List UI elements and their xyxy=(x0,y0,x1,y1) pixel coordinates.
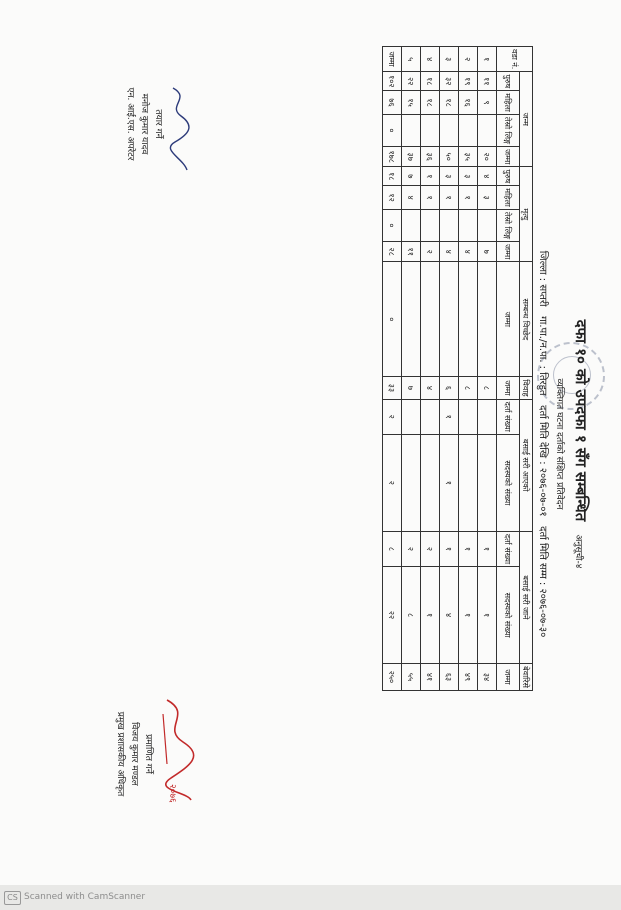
cell: १ xyxy=(459,186,478,210)
cell xyxy=(402,114,421,146)
cell xyxy=(402,434,421,531)
cell: ४ xyxy=(440,242,459,262)
signature-date: २०७६ xyxy=(167,784,177,803)
rotated-report xyxy=(33,24,593,864)
cell: ४ xyxy=(402,186,421,210)
cell: २ xyxy=(421,531,440,566)
cell: ० xyxy=(383,114,402,146)
document-subtitle: व्यक्तिगत घटना दर्ताको संक्षिप्त प्रतिवेदन xyxy=(554,378,564,510)
cell: ७ xyxy=(478,242,497,262)
col-marriage-total: जम्मा xyxy=(497,377,520,399)
cell: २८ xyxy=(383,242,402,262)
cell: ३२ xyxy=(440,72,459,91)
cell: ३ xyxy=(459,167,478,186)
cell: ४ xyxy=(440,567,459,664)
cell: २ xyxy=(402,531,421,566)
cell: जम्मा xyxy=(383,47,402,72)
cell: १ xyxy=(459,531,478,566)
handwritten-signature-red xyxy=(155,664,183,844)
cell: ३ xyxy=(440,47,459,72)
scanner-footer xyxy=(0,885,621,910)
district: जिल्ला : सप्तरी xyxy=(537,250,548,307)
cell xyxy=(478,114,497,146)
verifier-name: विजय कुमार मण्डल xyxy=(129,722,139,786)
cell: ३४ xyxy=(478,664,497,691)
table-row xyxy=(478,47,497,691)
col-death-female: महिला xyxy=(497,186,520,210)
cell: ३ xyxy=(478,186,497,210)
cell xyxy=(421,114,440,146)
cell: १ xyxy=(421,567,440,664)
signature-block-prepared xyxy=(123,44,193,204)
cell: १८ xyxy=(440,91,459,115)
cell: १ xyxy=(440,399,459,434)
camscanner-logo-icon: CS xyxy=(4,891,21,905)
cell: १८ xyxy=(421,72,440,91)
cell: ७ xyxy=(402,377,421,399)
col-death-total: जम्मा xyxy=(497,242,520,262)
cell: २ xyxy=(421,242,440,262)
vital-events-table xyxy=(382,46,533,691)
cell: ८ xyxy=(383,531,402,566)
cell: ११ xyxy=(402,242,421,262)
cell: १०२ xyxy=(383,72,402,91)
group-migration-in: बसाई सरी आएको xyxy=(520,399,533,531)
cell xyxy=(478,399,497,434)
cell: ३३ xyxy=(383,377,402,399)
cell: १ xyxy=(478,47,497,72)
preparer-role: तयार गर्ने xyxy=(153,109,163,139)
col-death-male: पुरुष xyxy=(497,167,520,186)
cell: ९ xyxy=(478,91,497,115)
col-ward: वडा नं. xyxy=(497,47,533,72)
cell: ८ xyxy=(478,377,497,399)
cell: ६ xyxy=(440,377,459,399)
col-birth-male: पुरुष xyxy=(497,72,520,91)
cell: ५० xyxy=(440,147,459,167)
cell xyxy=(459,399,478,434)
handwritten-signature xyxy=(165,44,193,204)
cell xyxy=(402,209,421,241)
cell: २० xyxy=(478,147,497,167)
date-from: दर्ता मिति देखि : २०७६-०७-०१ xyxy=(537,405,548,517)
group-divorce: सम्बन्ध विच्छेद xyxy=(520,262,533,377)
report-meta xyxy=(537,24,551,864)
cell: ११ xyxy=(478,72,497,91)
cell: ७ xyxy=(402,167,421,186)
group-death: मृत्यु xyxy=(520,167,533,262)
cell xyxy=(421,209,440,241)
col-birth-other: तेस्रो लिङ्ग xyxy=(497,114,520,146)
cell xyxy=(421,399,440,434)
verifier-title: प्रमुख प्रशासकीय अधिकृत xyxy=(115,711,125,797)
table-row xyxy=(459,47,478,691)
cell: २५० xyxy=(383,664,402,691)
cell: १ xyxy=(478,531,497,566)
cell: २ xyxy=(459,47,478,72)
annex-tag: अनुसूची-४ xyxy=(573,534,583,569)
signature-block-verified xyxy=(113,664,183,844)
cell: ४९ xyxy=(459,664,478,691)
cell xyxy=(421,262,440,377)
cell xyxy=(440,114,459,146)
cell xyxy=(459,262,478,377)
cell: १८ xyxy=(383,167,402,186)
cell xyxy=(459,209,478,241)
cell: ४१ xyxy=(421,664,440,691)
col-birth-female: महिला xyxy=(497,91,520,115)
col-divorce-total: जम्मा xyxy=(497,262,520,377)
cell xyxy=(402,399,421,434)
group-migration-out: बसाई सरी जाने xyxy=(520,531,533,663)
cell xyxy=(402,262,421,377)
cell: ० xyxy=(383,262,402,377)
cell: १५ xyxy=(402,91,421,115)
cell xyxy=(478,209,497,241)
col-migin-members: सदस्यको संख्या xyxy=(497,434,520,531)
cell: १ xyxy=(440,434,459,531)
cell: ० xyxy=(383,209,402,241)
cell: १२ xyxy=(383,186,402,210)
col-birth-total: जम्मा xyxy=(497,147,520,167)
group-birth: जन्म xyxy=(520,72,533,167)
table-row xyxy=(440,47,459,691)
col-death-other: तेस्रो लिङ्ग xyxy=(497,209,520,241)
cell: २ xyxy=(383,399,402,434)
table-row xyxy=(421,47,440,691)
cell: ४ xyxy=(478,167,497,186)
cell: ३५ xyxy=(459,147,478,167)
cell xyxy=(478,434,497,531)
cell: ३६ xyxy=(421,147,440,167)
cell: १ xyxy=(478,567,497,664)
cell: ४ xyxy=(421,47,440,72)
col-migout-members: सदस्यको संख्या xyxy=(497,567,520,664)
table-row xyxy=(402,47,421,691)
cell: ८ xyxy=(402,567,421,664)
cell: २२ xyxy=(383,567,402,664)
scanner-watermark-text: Scanned with CamScanner xyxy=(24,892,146,902)
col-unclaimed-total: जम्मा xyxy=(497,664,520,691)
cell: ७६ xyxy=(383,91,402,115)
verifier-role: प्रमाणित गर्ने xyxy=(143,734,153,774)
cell: १ xyxy=(440,531,459,566)
totals-row xyxy=(383,47,402,691)
cell xyxy=(459,114,478,146)
cell xyxy=(440,209,459,241)
preparer-title: एन. आई.एस. अपरेटर xyxy=(125,87,135,161)
cell: १६ xyxy=(459,91,478,115)
col-migout-reg: दर्ता संख्या xyxy=(497,531,520,566)
cell: १ xyxy=(421,186,440,210)
cell: ३ xyxy=(440,167,459,186)
cell: १७८ xyxy=(383,147,402,167)
cell: २ xyxy=(383,434,402,531)
cell: ५ xyxy=(402,47,421,72)
cell: १ xyxy=(421,167,440,186)
cell: ४ xyxy=(421,377,440,399)
group-unclaimed: बेवारिसे xyxy=(520,664,533,691)
group-marriage: विवाह xyxy=(520,377,533,399)
cell: ६३ xyxy=(440,664,459,691)
cell xyxy=(440,262,459,377)
cell: १ xyxy=(440,186,459,210)
cell: ३७ xyxy=(402,147,421,167)
col-migin-reg: दर्ता संख्या xyxy=(497,399,520,434)
cell xyxy=(421,434,440,531)
cell xyxy=(478,262,497,377)
document-title: दफा १० को उपदफा १ सँग सम्बन्धित अनुसूची-४ xyxy=(572,319,590,569)
cell: १ xyxy=(459,567,478,664)
cell: १९ xyxy=(459,72,478,91)
cell: ८ xyxy=(459,377,478,399)
cell: १८ xyxy=(421,91,440,115)
cell: २२ xyxy=(402,72,421,91)
cell: ५५ xyxy=(402,664,421,691)
municipality: गा.पा./न.पा. : तिरहुत xyxy=(537,316,548,396)
date-to: दर्ता मिति सम्म : २०७६-०७-३० xyxy=(537,526,548,638)
cell xyxy=(459,434,478,531)
cell: ४ xyxy=(459,242,478,262)
preparer-name: मनोज कुमार यादव xyxy=(139,93,149,155)
